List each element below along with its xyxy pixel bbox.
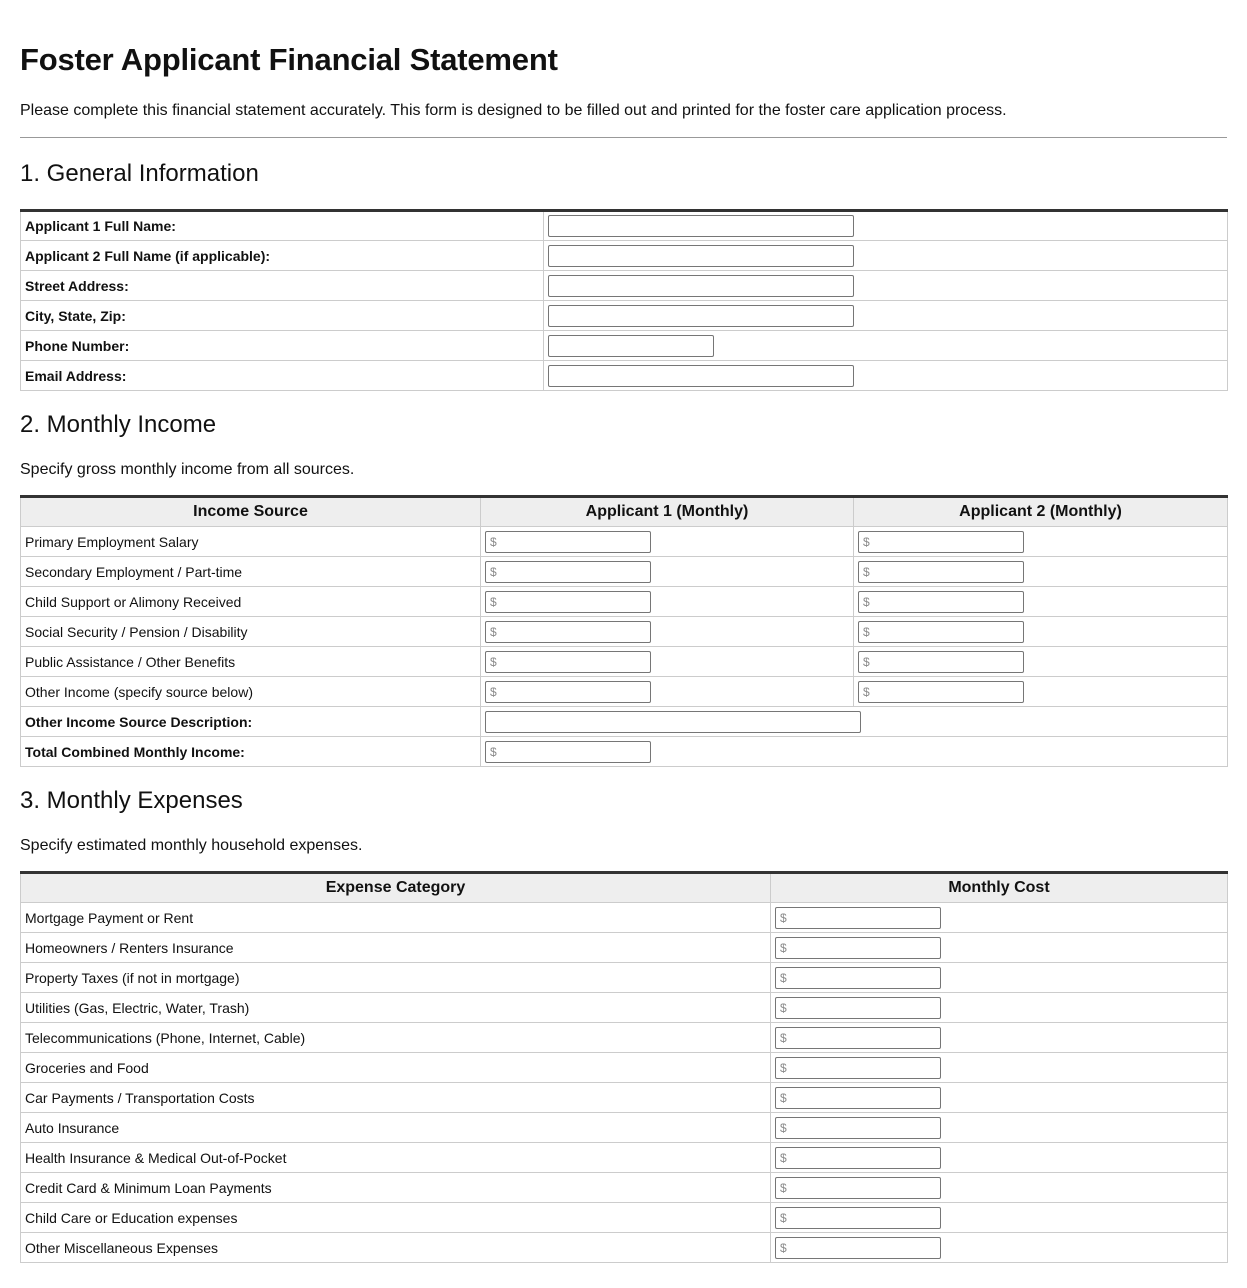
table-row bbox=[21, 647, 1228, 677]
applicant2-primary-salary-input[interactable]: $ bbox=[858, 531, 1024, 553]
property-taxes-cost-input[interactable]: $ bbox=[775, 967, 941, 989]
table-row bbox=[21, 933, 1228, 963]
table-row bbox=[21, 361, 1228, 391]
table-row bbox=[21, 1143, 1228, 1173]
expense-row-label: Car Payments / Transportation Costs bbox=[21, 1083, 771, 1113]
income-row-label: Child Support or Alimony Received bbox=[21, 587, 481, 617]
street-address-field[interactable] bbox=[548, 275, 854, 297]
income-row-label: Public Assistance / Other Benefits bbox=[21, 647, 481, 677]
applicant2-secondary-employment-input[interactable]: $ bbox=[858, 561, 1024, 583]
applicant2-name-field[interactable] bbox=[548, 245, 854, 267]
monthly-cost-header: Monthly Cost bbox=[771, 873, 1228, 903]
income-row-label: Other Income (specify source below) bbox=[21, 677, 481, 707]
groceries-cost-input[interactable]: $ bbox=[775, 1057, 941, 1079]
expense-row-label: Property Taxes (if not in mortgage) bbox=[21, 963, 771, 993]
telecommunications-cost-input[interactable]: $ bbox=[775, 1027, 941, 1049]
expense-row-label: Groceries and Food bbox=[21, 1053, 771, 1083]
utilities-cost-input[interactable]: $ bbox=[775, 997, 941, 1019]
income-row-label: Secondary Employment / Part-time bbox=[21, 557, 481, 587]
table-row bbox=[21, 301, 1228, 331]
applicant2-other-income-input[interactable]: $ bbox=[858, 681, 1024, 703]
page-title: Foster Applicant Financial Statement bbox=[20, 42, 558, 77]
table-row bbox=[21, 1173, 1228, 1203]
monthly-expenses-table bbox=[20, 871, 1228, 1263]
total-income-label: Total Combined Monthly Income: bbox=[21, 737, 481, 767]
table-row bbox=[21, 737, 1228, 767]
applicant1-other-income-input[interactable]: $ bbox=[485, 681, 651, 703]
applicant1-name-field[interactable] bbox=[548, 215, 854, 237]
table-row bbox=[21, 1203, 1228, 1233]
email-address-field[interactable] bbox=[548, 365, 854, 387]
health-insurance-cost-input[interactable]: $ bbox=[775, 1147, 941, 1169]
expense-row-label: Other Miscellaneous Expenses bbox=[21, 1233, 771, 1263]
phone-number-label: Phone Number: bbox=[21, 331, 544, 361]
table-row bbox=[21, 1023, 1228, 1053]
applicant2-child-support-input[interactable]: $ bbox=[858, 591, 1024, 613]
expense-row-label: Mortgage Payment or Rent bbox=[21, 903, 771, 933]
expense-row-label: Auto Insurance bbox=[21, 1113, 771, 1143]
applicant1-secondary-employment-input[interactable]: $ bbox=[485, 561, 651, 583]
applicant1-child-support-input[interactable]: $ bbox=[485, 591, 651, 613]
child-care-cost-input[interactable]: $ bbox=[775, 1207, 941, 1229]
expense-category-header: Expense Category bbox=[21, 873, 771, 903]
table-row bbox=[21, 211, 1228, 241]
email-address-label: Email Address: bbox=[21, 361, 544, 391]
table-row bbox=[21, 677, 1228, 707]
street-address-label: Street Address: bbox=[21, 271, 544, 301]
general-information-table bbox=[20, 209, 1228, 391]
monthly-expenses-description: Specify estimated monthly household expenses. bbox=[20, 837, 363, 854]
header-divider bbox=[20, 137, 1227, 138]
applicant2-monthly-header: Applicant 2 (Monthly) bbox=[854, 497, 1228, 527]
monthly-income-table bbox=[20, 495, 1228, 767]
table-row bbox=[21, 1053, 1228, 1083]
intro-text: Please complete this financial statement accurately. This form is designed to be filled out and printed for the foster care application process. bbox=[20, 102, 1007, 119]
income-source-header: Income Source bbox=[21, 497, 481, 527]
table-row bbox=[21, 527, 1228, 557]
table-row bbox=[21, 963, 1228, 993]
table-row bbox=[21, 993, 1228, 1023]
mortgage-rent-cost-input[interactable]: $ bbox=[775, 907, 941, 929]
home-insurance-cost-input[interactable]: $ bbox=[775, 937, 941, 959]
applicant2-public-assistance-input[interactable]: $ bbox=[858, 651, 1024, 673]
expense-row-label: Utilities (Gas, Electric, Water, Trash) bbox=[21, 993, 771, 1023]
table-row bbox=[21, 1083, 1228, 1113]
transportation-cost-input[interactable]: $ bbox=[775, 1087, 941, 1109]
table-row bbox=[21, 1113, 1228, 1143]
income-row-label: Primary Employment Salary bbox=[21, 527, 481, 557]
applicant2-name-label: Applicant 2 Full Name (if applicable): bbox=[21, 241, 544, 271]
monthly-income-description: Specify gross monthly income from all sources. bbox=[20, 461, 355, 478]
table-row bbox=[21, 587, 1228, 617]
applicant1-name-label: Applicant 1 Full Name: bbox=[21, 211, 544, 241]
monthly-income-heading: 2. Monthly Income bbox=[20, 411, 217, 438]
city-state-zip-label: City, State, Zip: bbox=[21, 301, 544, 331]
table-header-row bbox=[21, 497, 1228, 527]
expense-row-label: Homeowners / Renters Insurance bbox=[21, 933, 771, 963]
table-header-row bbox=[21, 873, 1228, 903]
table-row bbox=[21, 903, 1228, 933]
applicant2-social-security-input[interactable]: $ bbox=[858, 621, 1024, 643]
table-row bbox=[21, 707, 1228, 737]
auto-insurance-cost-input[interactable]: $ bbox=[775, 1117, 941, 1139]
phone-number-field[interactable] bbox=[548, 335, 714, 357]
applicant1-primary-salary-input[interactable]: $ bbox=[485, 531, 651, 553]
income-row-label: Social Security / Pension / Disability bbox=[21, 617, 481, 647]
expense-row-label: Child Care or Education expenses bbox=[21, 1203, 771, 1233]
total-income-input[interactable]: $ bbox=[485, 741, 651, 763]
table-row bbox=[21, 331, 1228, 361]
city-state-zip-field[interactable] bbox=[548, 305, 854, 327]
expense-row-label: Credit Card & Minimum Loan Payments bbox=[21, 1173, 771, 1203]
table-row bbox=[21, 557, 1228, 587]
table-row bbox=[21, 1233, 1228, 1263]
table-row bbox=[21, 271, 1228, 301]
table-row bbox=[21, 617, 1228, 647]
applicant1-public-assistance-input[interactable]: $ bbox=[485, 651, 651, 673]
credit-card-loan-cost-input[interactable]: $ bbox=[775, 1177, 941, 1199]
expense-row-label: Health Insurance & Medical Out-of-Pocket bbox=[21, 1143, 771, 1173]
table-row bbox=[21, 241, 1228, 271]
general-information-heading: 1. General Information bbox=[20, 160, 259, 187]
monthly-expenses-heading: 3. Monthly Expenses bbox=[20, 787, 243, 814]
miscellaneous-cost-input[interactable]: $ bbox=[775, 1237, 941, 1259]
applicant1-monthly-header: Applicant 1 (Monthly) bbox=[481, 497, 854, 527]
applicant1-social-security-input[interactable]: $ bbox=[485, 621, 651, 643]
other-income-description-label: Other Income Source Description: bbox=[21, 707, 481, 737]
other-income-description-field[interactable] bbox=[485, 711, 861, 733]
expense-row-label: Telecommunications (Phone, Internet, Cable) bbox=[21, 1023, 771, 1053]
